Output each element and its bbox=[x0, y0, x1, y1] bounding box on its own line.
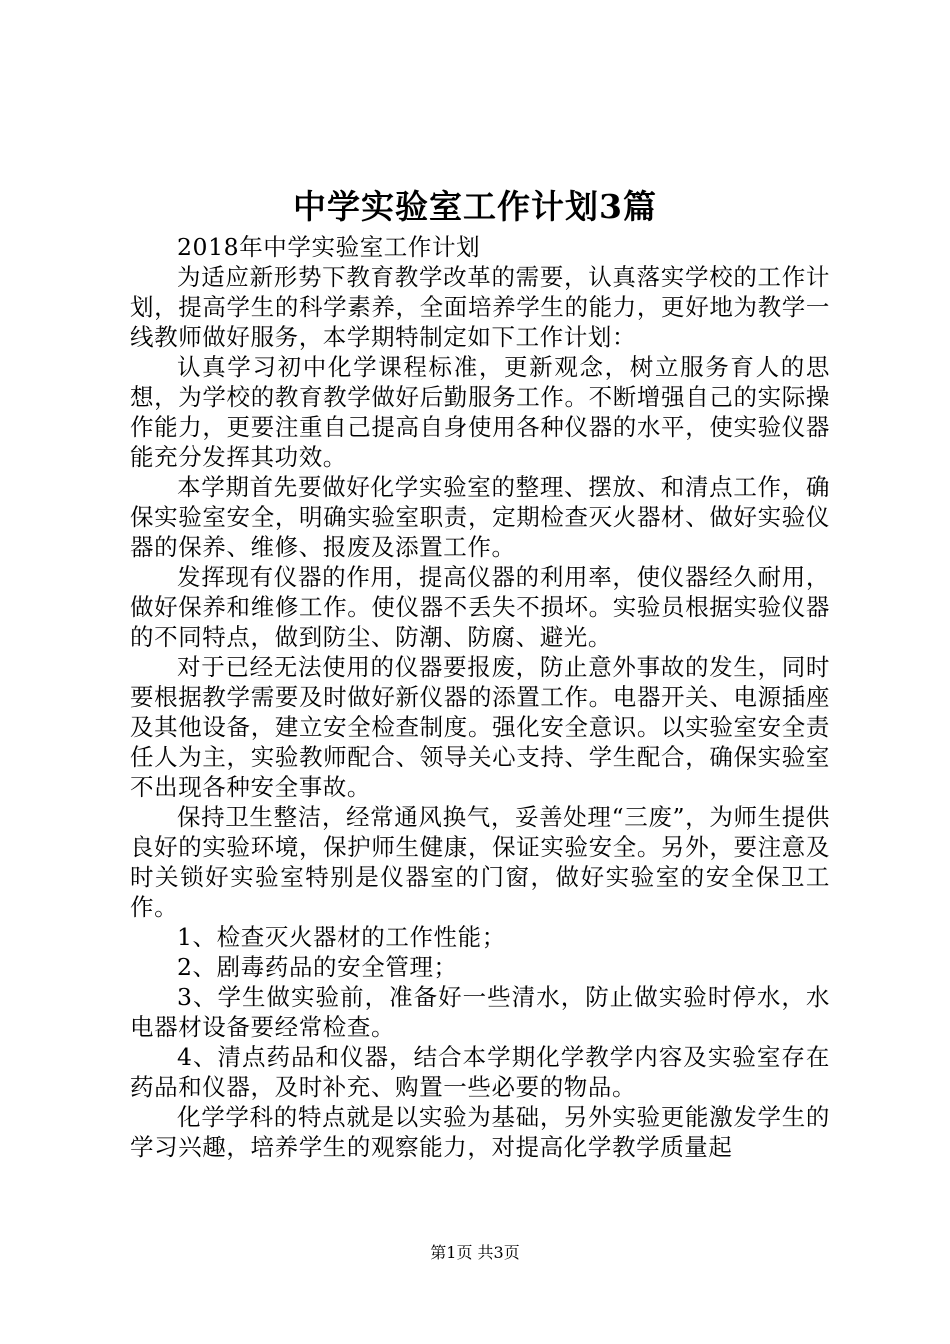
list-item: 2、剧毒药品的安全管理； bbox=[177, 953, 458, 981]
paragraph: 2018年中学实验室工作计划 bbox=[177, 233, 481, 261]
page-number-footer: 第1页 共3页 bbox=[430, 1243, 520, 1262]
list-item: 1、检查灭火器材的工作性能； bbox=[177, 923, 506, 951]
paragraph: 对于已经无法使用的仪器要报废，防止意外事故的发生，同时要根据教学需要及时做好新仪器的添置工作。电器开关、电源插座及其他设备，建立安全检查制度。强化安全意识。以实验室安全责任人为主，实验教师配合、领导关心支持、学生配合，确保实验室不出现各种安全事故。 bbox=[130, 653, 830, 801]
document-body bbox=[130, 232, 830, 1162]
document-title: 中学实验室工作计划3篇 bbox=[293, 187, 657, 226]
paragraph: 保持卫生整洁，经常通风换气，妥善处理“三废”，为师生提供良好的实验环境，保护师生健康，保证实验安全。另外，要注意及时关锁好实验室特别是仪器室的门窗，做好实验室的安全保卫工作。 bbox=[130, 803, 830, 921]
paragraph: 本学期首先要做好化学实验室的整理、摆放、和清点工作，确保实验室安全，明确实验室职责，定期检查灭火器材、做好实验仪器的保养、维修、报废及添置工作。 bbox=[130, 473, 830, 561]
paragraph: 发挥现有仪器的作用，提高仪器的利用率，使仪器经久耐用，做好保养和维修工作。使仪器不丢失不损坏。实验员根据实验仪器的不同特点，做到防尘、防潮、防腐、避光。 bbox=[130, 563, 830, 651]
paragraph: 认真学习初中化学课程标准，更新观念，树立服务育人的思想，为学校的教育教学做好后勤服务工作。不断增强自己的实际操作能力，更要注重自己提高自身使用各种仪器的水平，使实验仪器能充分发挥其功效。 bbox=[130, 353, 830, 471]
list-item: 3、学生做实验前，准备好一些清水，防止做实验时停水，水电器材设备要经常检查。 bbox=[130, 983, 830, 1041]
list-item: 4、清点药品和仪器，结合本学期化学教学内容及实验室存在药品和仪器，及时补充、购置一些必要的物品。 bbox=[130, 1043, 830, 1101]
paragraph: 为适应新形势下教育教学改革的需要，认真落实学校的工作计划，提高学生的科学素养，全面培养学生的能力，更好地为教学一线教师做好服务，本学期特制定如下工作计划： bbox=[130, 263, 830, 351]
paragraph: 化学学科的特点就是以实验为基础，另外实验更能激发学生的学习兴趣，培养学生的观察能力，对提高化学教学质量起 bbox=[130, 1103, 830, 1161]
